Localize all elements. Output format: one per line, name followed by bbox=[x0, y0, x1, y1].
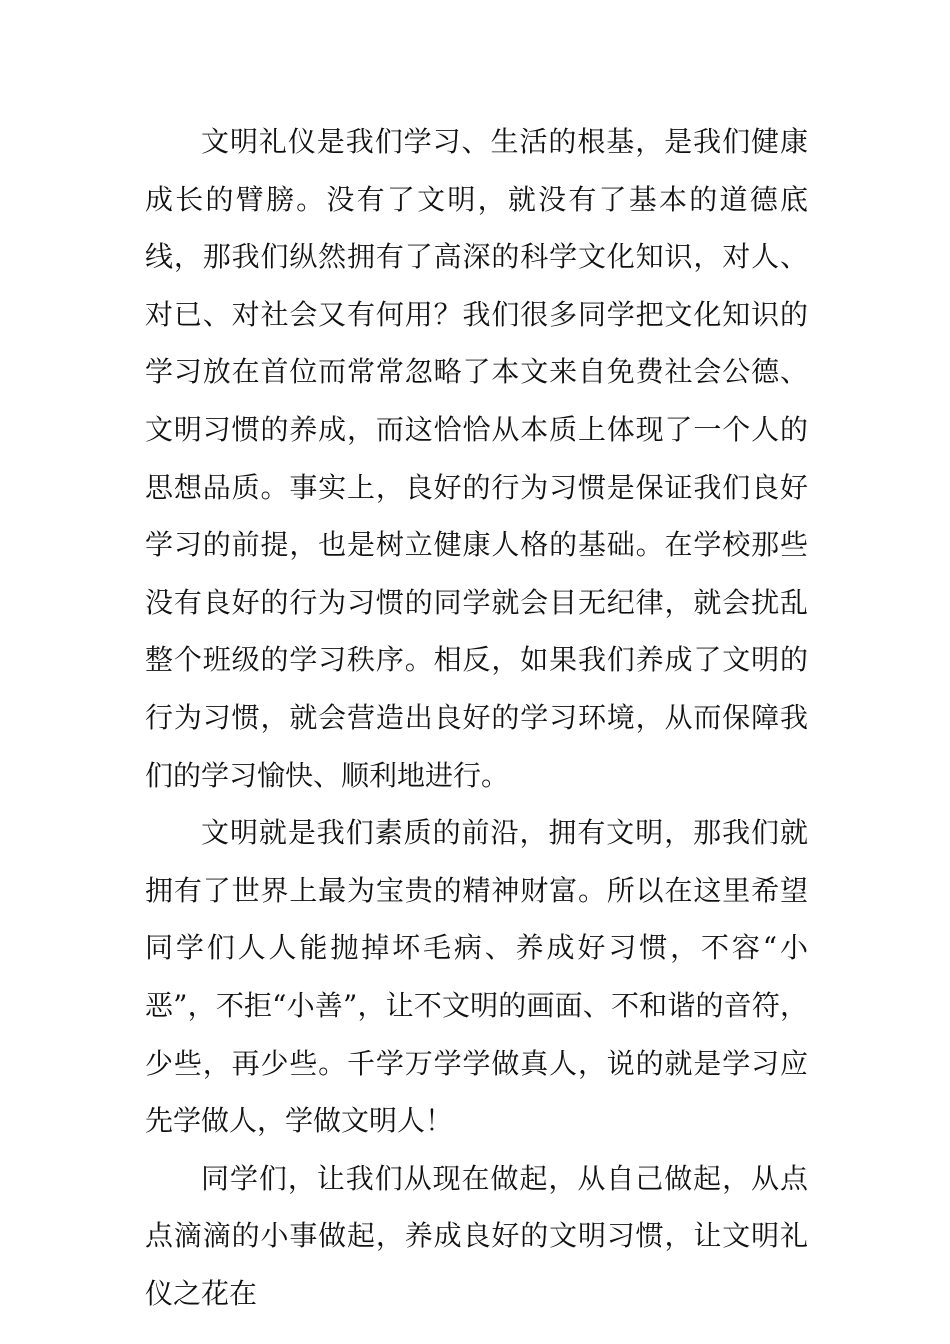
paragraph-2: 文明就是我们素质的前沿，拥有文明，那我们就拥有了世界上最为宝贵的精神财富。所以在这里希望同学们人人能抛掉坏毛病、养成好习惯，不容“小恶”，不拒“小善”，让不文明的画面、不和谐的音符，少些，再少些。千学万学学做真人，说的就是学习应先学做人，学做文明人！ bbox=[145, 816, 808, 1138]
paragraph-1: 文明礼仪是我们学习、生活的根基，是我们健康成长的臂膀。没有了文明，就没有了基本的道德底线，那我们纵然拥有了高深的科学文化知识，对人、对已、对社会又有何用？我们很多同学把文化知识的学习放在首位而常常忽略了本文来自免费社会公德、文明习惯的养成，而这恰恰从本质上体现了一个人的思想品质。事实上，良好的行为习惯是保证我们良好学习的前提，也是树立健康人格的基础。在学校那些没有良好的行为习惯的同学就会目无纪律，就会扰乱整个班级的学习秩序。相反，如果我们养成了文明的行为习惯，就会营造出良好的学习环境，从而保障我们的学习愉快、顺利地进行。 bbox=[145, 125, 808, 792]
document-body bbox=[145, 113, 808, 1322]
paragraph-3: 同学们，让我们从现在做起，从自己做起，从点点滴滴的小事做起，养成良好的文明习惯，让文明礼仪之花在 bbox=[145, 1161, 808, 1310]
